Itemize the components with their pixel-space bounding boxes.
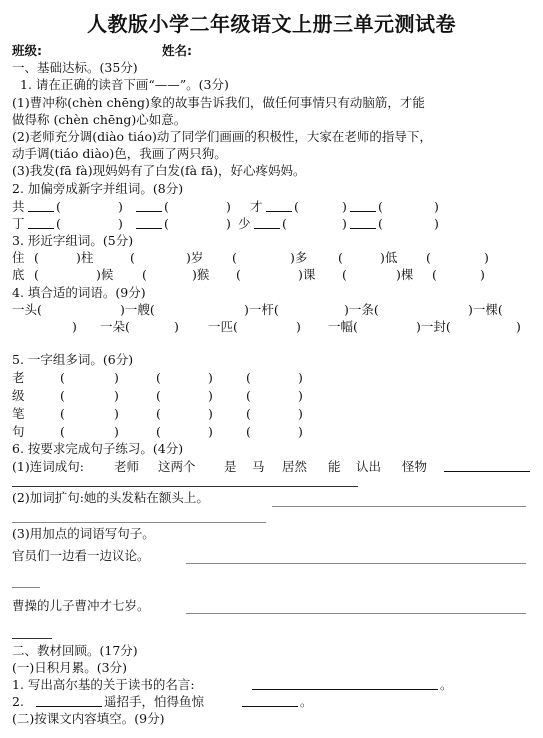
answer-blank[interactable] [252,677,438,690]
q3-prompt: 3. 形近字组词。(5分) [12,233,134,248]
q1-line1: (1)曹冲称(chèn chēng)象的故事告诉我们，做任何事情只有动脑筋，才能 [12,95,425,110]
answer-line[interactable] [12,522,266,523]
q5-prompt: 5. 一字组多词。(6分) [12,352,134,367]
q2-blank[interactable] [350,216,376,229]
q2-blank[interactable] [136,216,162,229]
sec2-sub2: (二)按课文内容填空。(9分) [12,711,165,726]
name-label: 姓名: [162,43,192,58]
q6-prompt: 6. 按要求完成句子练习。(4分) [12,441,184,456]
q2-prompt: 2. 加偏旁成新字并组词。(8分) [12,181,184,196]
answer-blank[interactable] [242,694,298,707]
q2-blank[interactable] [136,199,162,212]
answer-blank[interactable] [36,694,102,707]
answer-line[interactable] [186,563,526,564]
q6-s4: 官员们一边看一边议论。 [12,548,150,563]
answer-line[interactable] [272,506,526,507]
q2-blank[interactable] [28,199,54,212]
q2-blank[interactable] [266,199,292,212]
q6-s2: (2)加词扩句:她的头发粘在额头上。 [12,490,209,505]
page-title: 人教版小学二年级语文上册三单元测试卷 [87,12,456,36]
q6-s5: 曹操的儿子曹冲才七岁。 [12,598,150,613]
answer-line[interactable] [12,486,358,487]
q2-char: 丁 [12,216,25,231]
q1-line3: (2)老师充分调(diào tiáo)动了同学们画画的积极性，大家在老师的指导下， [12,129,432,144]
q1-line2: 做得称 (chèn chēng)心如意。 [12,112,187,127]
q1-prompt: 1. 请在正确的读音下画“——”。(3分) [20,77,229,92]
q1-line5: (3)我发(fā fà)现妈妈有了白发(fà fā)，好心疼妈妈。 [12,163,306,178]
q4-prompt: 4. 填合适的词语。(9分) [12,285,146,300]
q1-line4: 动手调(tiáo diào)色，我画了两只狗。 [12,146,227,161]
q2-char: 共 [12,199,25,214]
q6-s3: (3)用加点的词语写句子。 [12,526,155,541]
class-label: 班级: [12,43,42,58]
answer-blank[interactable] [444,459,530,472]
answer-line[interactable] [12,587,40,588]
q2-blank[interactable] [350,199,376,212]
q2-blank[interactable] [254,216,280,229]
q2-char: 少 [238,216,251,231]
section1-heading: 一、基础达标。(35分) [12,60,138,75]
sec2-sub1: (一)日积月累。(3分) [12,660,127,675]
q2-char: 才 [250,199,263,214]
test-paper: 人教版小学二年级语文上册三单元测试卷 班级: 姓名: 一、基础达标。(35分) 1. 请在正确的读音下画“——”。(3分) (1)曹冲称(chèn chēng)象的故事告诉我们，做任何事情只有动脑筋，才能 做得称 (chèn chēng)心如意。 (2)老师充分调(diào tiáo)动了同学们画画的积极性，大家在老师的指导下， 动手调(tiáo diào)色，我画了两只狗。 (3)我发(fā fà)现妈妈有了白发(fà fā)，好心疼妈妈。 2. 加偏旁成新字并组词。(8分) 共 ( ) ( ) 才 ( ) ( ) 丁 ( ) ( ) 少 ( ) ( ) 3. 形近字组词。(5分) 住 ( )柱 ( )岁 ( )多 ( )低 ( ) 底 ( )候 ( )猴 ( )课 ( )棵 ( ) 4. 填合适的词语。(9分) 一头( )一艘( )一杆( )一条( )一棵( ) 一朵( ) 一匹( ) 一幅( )一封( ) 5. 一字组多词。(6分) 老 ( ) ( ) ( ) 级 ( ) ( ) ( ) 笔 ( ) ( ) ( ) 句 ( ) ( ) ( ) 6. 按要求完成句子练习。(4分) (1)连词成句: 老师 这两个 是 马 居然 能 认出 怪物 (2)加词扩句:她的头发粘在额头上。 (3)用加点的词语写句子。 官员们一边看一边议论。 曹操的儿子曹冲才七岁。 二、教材回顾。(17分) (一)日积月累。(3分) 1. 写出高尔基的关于读书的名言: 。 2. 遥招手，怕得鱼惊 。 (二)按课文内容填空。(9分) [0,0,543,738]
section2-heading: 二、教材回顾。(17分) [12,643,138,658]
q2-blank[interactable] [28,216,54,229]
answer-line[interactable] [12,638,52,639]
answer-line[interactable] [186,613,526,614]
